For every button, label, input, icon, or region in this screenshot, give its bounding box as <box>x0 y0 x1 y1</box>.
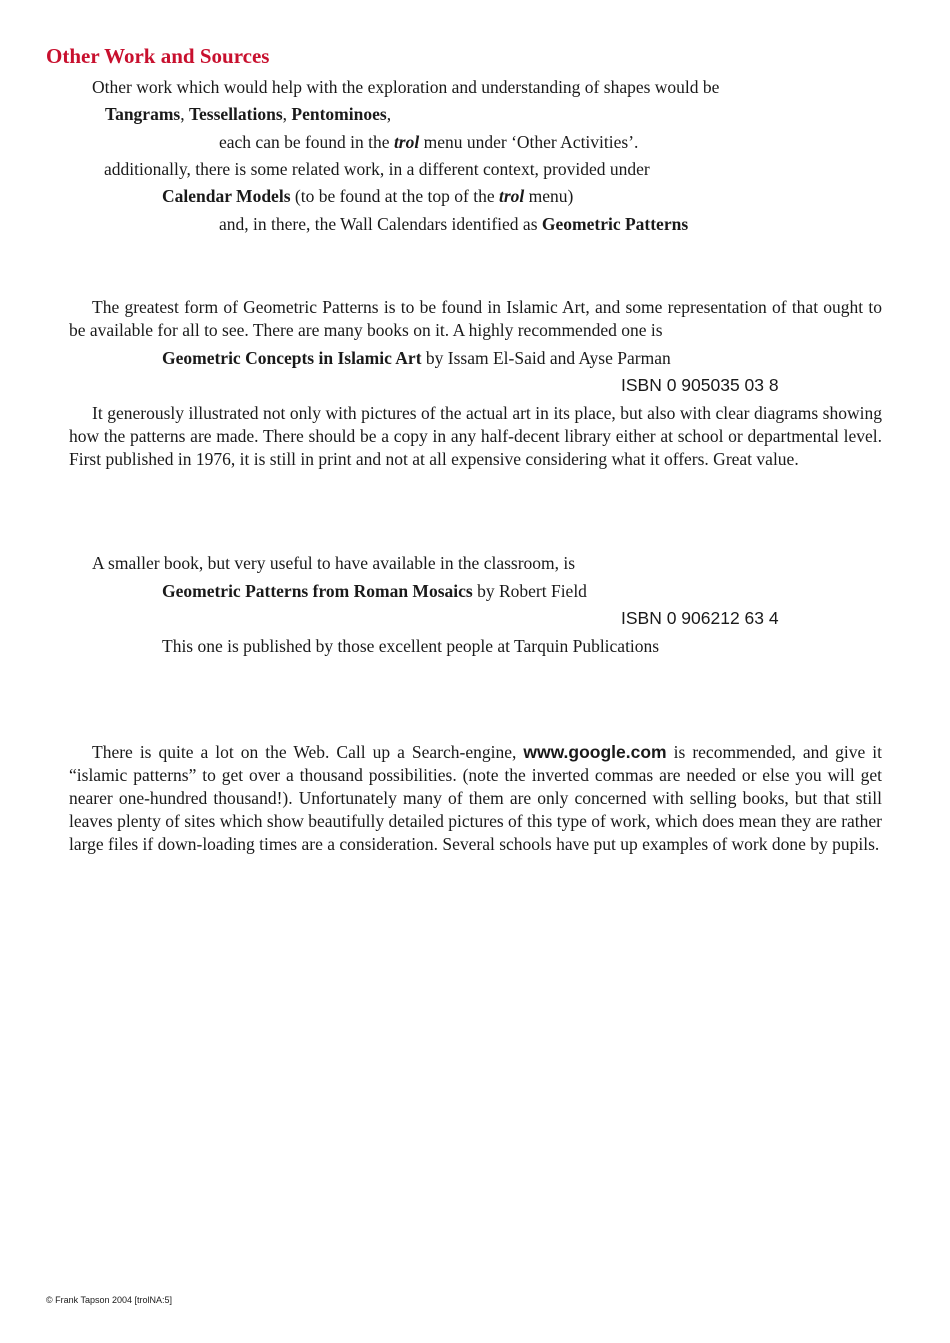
web-paragraph: There is quite a lot on the Web. Call up a Search-engine, www.google.com is recommended, and give it “islamic patterns” to get over a thousand possibilities. (note the inverted commas are needed or else you will get nearer one-hundred thousand!). Unfortunately many of them are only concerned with selling books, but that still leaves plenty of sites which show beautifully detailed pictures of this type of work, which does mean they are rather large files if down-loading times are a consideration. Several schools have put up examples of work done by pupils. <box>69 742 882 854</box>
activity-tangrams: Tangrams <box>105 104 181 124</box>
geometric-patterns-title: Geometric Patterns <box>541 214 689 234</box>
islamic-book-title: Geometric Concepts in Islamic Art <box>162 348 422 368</box>
intro-line: Other work which would help with the exploration and understanding of shapes would be <box>92 77 720 97</box>
copyright-footer: © Frank Tapson 2004 [trolNA:5] <box>46 1295 173 1305</box>
trol-menu-name: trol <box>499 186 525 206</box>
activity-list: Tangrams, Tessellations, Pentominoes, <box>105 104 392 124</box>
found-in-menu-line: each can be found in the trol menu under ‘Other Activities’. <box>219 132 639 152</box>
islamic-book-description: It generously illustrated not only with pictures of the actual art in its place, but also with clear diagrams showing how the patterns are made. There should be a copy in any half-decent library either at school or departmental level. First published in 1976, it is still in print and not at all expensive considering what it offers. Great value. <box>69 403 882 469</box>
islamic-book-isbn: ISBN 0 905035 03 8 <box>621 375 779 395</box>
additional-line: additionally, there is some related work, in a different context, provided under <box>104 159 650 179</box>
google-link[interactable]: www.google.com <box>523 742 667 762</box>
roman-book-citation: Geometric Patterns from Roman Mosaics by Robert Field <box>162 581 587 601</box>
page-title: Other Work and Sources <box>46 44 270 68</box>
wall-calendars-line: and, in there, the Wall Calendars identified as Geometric Patterns <box>219 214 689 234</box>
roman-book-isbn: ISBN 0 906212 63 4 <box>621 608 779 628</box>
trol-menu-name: trol <box>393 132 420 152</box>
calendar-models-line: Calendar Models (to be found at the top of the trol menu) <box>162 186 574 206</box>
islamic-art-paragraph: The greatest form of Geometric Patterns is to be found in Islamic Art, and some representation of that ought to be available for all to see. There are many books on it. A highly recommended one is <box>69 297 882 340</box>
islamic-book-citation: Geometric Concepts in Islamic Art by Issam El-Said and Ayse Parman <box>162 348 671 368</box>
roman-intro-line: A smaller book, but very useful to have available in the classroom, is <box>92 553 576 573</box>
roman-book-title: Geometric Patterns from Roman Mosaics <box>162 581 473 601</box>
calendar-models-title: Calendar Models <box>162 186 291 206</box>
publisher-note: This one is published by those excellent people at Tarquin Publications <box>162 636 660 656</box>
activity-tessellations: Tessellations <box>188 104 283 124</box>
activity-pentominoes: Pentominoes <box>291 104 387 124</box>
